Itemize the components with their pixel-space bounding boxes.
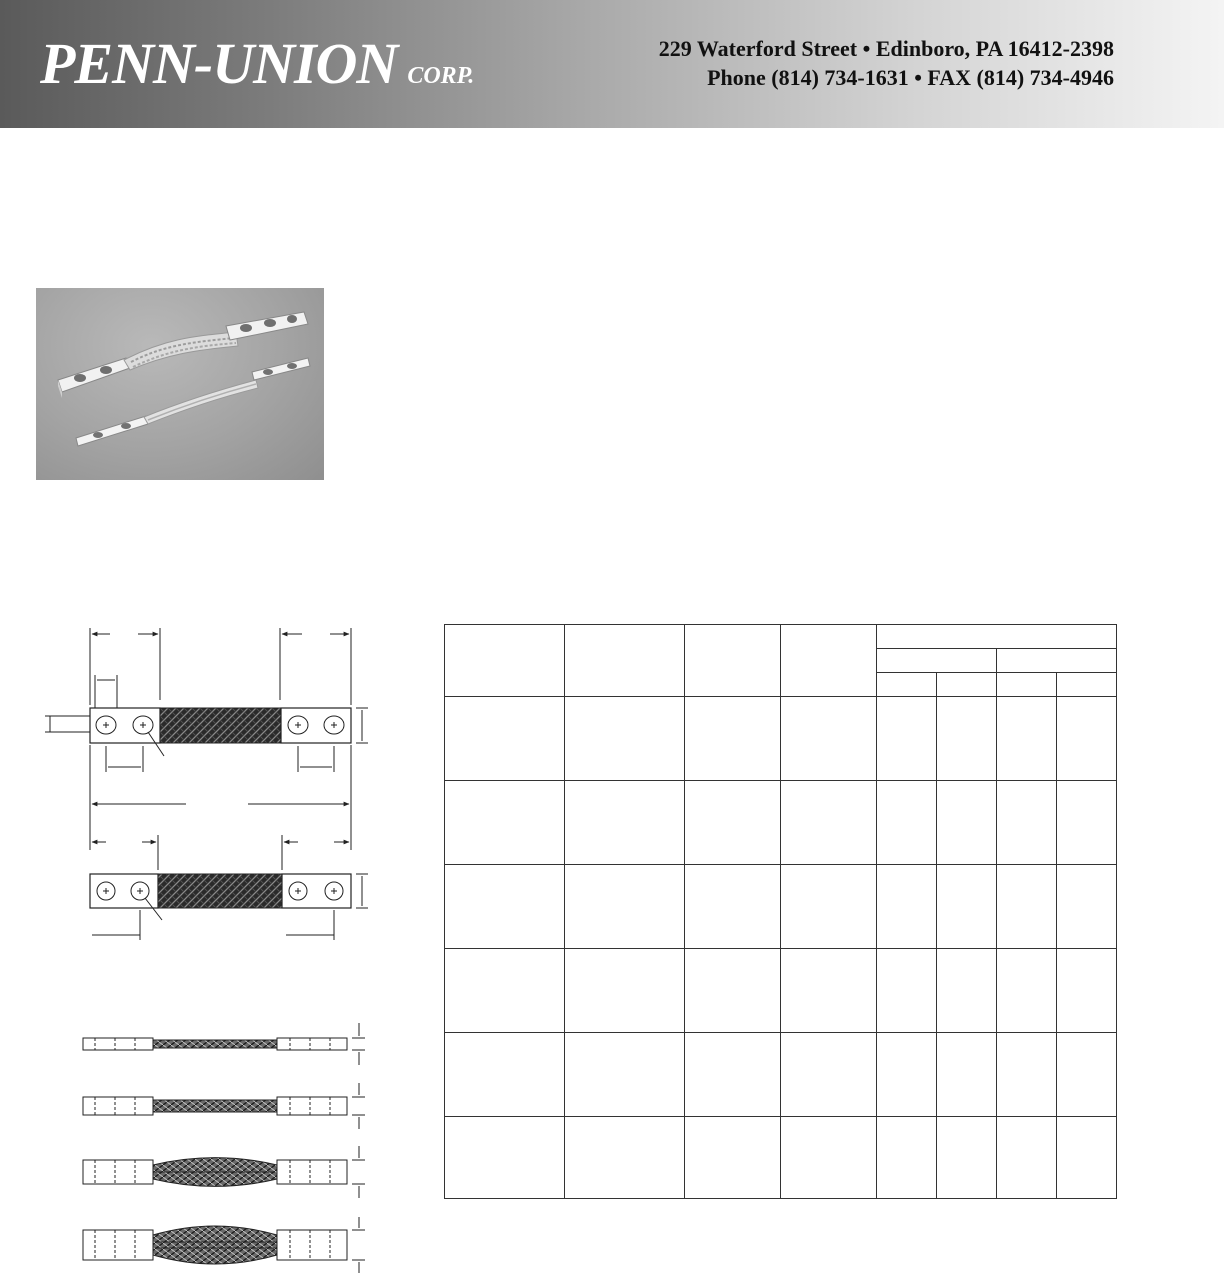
- header-banner: [0, 0, 1224, 128]
- table-cell: [1057, 949, 1117, 1033]
- table-row: [445, 781, 1117, 865]
- table-row: [445, 697, 1117, 781]
- table-cell: [445, 949, 565, 1033]
- table-cell: [997, 1033, 1057, 1117]
- table-cell: [1057, 781, 1117, 865]
- table-cell: [565, 1033, 685, 1117]
- table-cell: [937, 781, 997, 865]
- table-cell: [781, 697, 877, 781]
- header-cell: [781, 625, 877, 697]
- table-cell: [445, 781, 565, 865]
- table-cell: [565, 949, 685, 1033]
- table-cell: [685, 865, 781, 949]
- edge-view-4: [83, 1217, 365, 1273]
- edge-view-1: [83, 1023, 365, 1065]
- table-cell: [565, 697, 685, 781]
- company-name: PENN-UNION: [40, 31, 398, 96]
- header-cell: [565, 625, 685, 697]
- table-cell: [685, 949, 781, 1033]
- header-cell-subgroup: [877, 649, 997, 673]
- table-row: [445, 1117, 1117, 1199]
- table-cell: [877, 697, 937, 781]
- header-cell: [1057, 673, 1117, 697]
- table-cell: [937, 865, 997, 949]
- table-cell: [877, 1033, 937, 1117]
- table-cell: [877, 865, 937, 949]
- header-cell: [997, 673, 1057, 697]
- table-cell: [685, 781, 781, 865]
- dimension-drawing: [40, 620, 370, 955]
- header-cell-group: [877, 625, 1117, 649]
- table-cell: [997, 697, 1057, 781]
- table-row: [445, 1033, 1117, 1117]
- table-cell: [1057, 865, 1117, 949]
- header-cell: [937, 673, 997, 697]
- table-cell: [565, 1117, 685, 1199]
- header-cell: [685, 625, 781, 697]
- table-cell: [937, 949, 997, 1033]
- contact-info: [659, 34, 1114, 92]
- table-cell: [781, 781, 877, 865]
- header-cell-subgroup: [997, 649, 1117, 673]
- table-cell: [781, 949, 877, 1033]
- table-cell: [937, 1033, 997, 1117]
- table-cell: [997, 865, 1057, 949]
- table-cell: [781, 865, 877, 949]
- edge-view-drawings: [75, 1015, 375, 1280]
- table-header-row-1: [445, 625, 1117, 649]
- table-cell: [781, 1117, 877, 1199]
- table-cell: [997, 949, 1057, 1033]
- table-cell: [877, 949, 937, 1033]
- phone-line: Phone (814) 734-1631 • FAX (814) 734-4946: [707, 65, 1114, 90]
- table-cell: [997, 1117, 1057, 1199]
- table-cell: [445, 1117, 565, 1199]
- table-cell: [1057, 1117, 1117, 1199]
- table-cell: [997, 781, 1057, 865]
- specification-table: [444, 624, 1117, 1199]
- edge-view-3: [83, 1146, 365, 1198]
- address-line: 229 Waterford Street • Edinboro, PA 16412-2398: [658, 36, 1114, 61]
- table-cell: [1057, 1033, 1117, 1117]
- table-cell: [565, 781, 685, 865]
- table-cell: [685, 697, 781, 781]
- table-cell: [937, 1117, 997, 1199]
- table-cell: [445, 697, 565, 781]
- table-cell: [685, 1117, 781, 1199]
- braided-connector-heavy-image: [58, 312, 308, 398]
- table-row: [445, 949, 1117, 1033]
- header-cell: [445, 625, 565, 697]
- header-cell: [877, 673, 937, 697]
- edge-view-2: [83, 1083, 365, 1129]
- table-cell: [937, 697, 997, 781]
- table-row: [445, 865, 1117, 949]
- table-cell: [877, 1117, 937, 1199]
- product-photo: [36, 288, 324, 480]
- table-cell: [685, 1033, 781, 1117]
- table-cell: [445, 865, 565, 949]
- company-suffix: CORP.: [407, 63, 475, 89]
- table-cell: [565, 865, 685, 949]
- table-cell: [781, 1033, 877, 1117]
- table-cell: [445, 1033, 565, 1117]
- table-cell: [1057, 697, 1117, 781]
- company-logo: [40, 30, 474, 97]
- table-cell: [877, 781, 937, 865]
